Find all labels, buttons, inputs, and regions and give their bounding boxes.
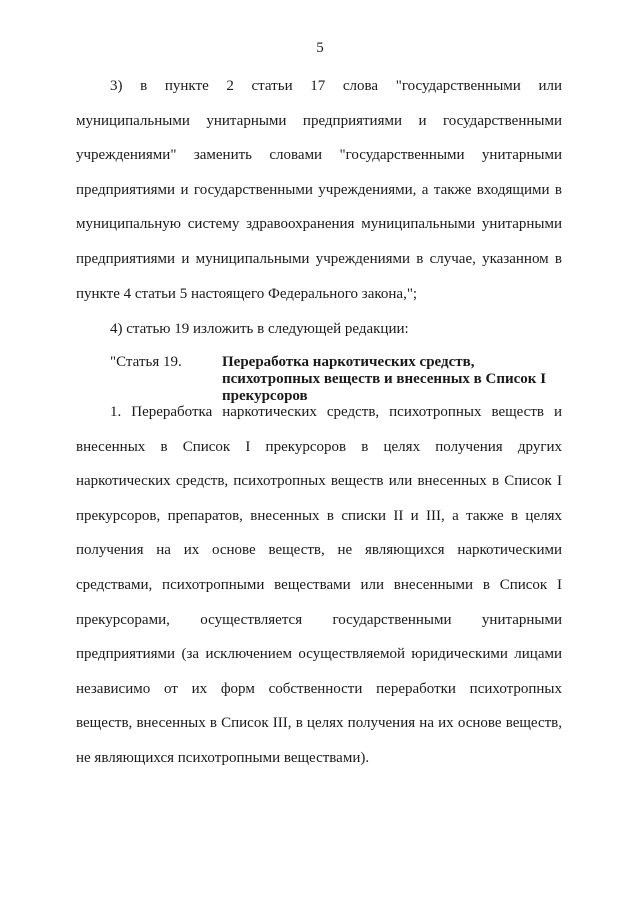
paragraph-item-4: 4) статью 19 изложить в следующей редакции: xyxy=(110,321,409,337)
paragraph-clause-1: 1. Переработка наркотических средств, психотропных веществ и внесенных в Список I прекурсоров в целях получения других наркотических средств, психотропных веществ или внесенных в Список I прекурсоров, препаратов, внесенных в списки II и III, а также в целях получения на их основе веществ, не являющихся наркотическими средствами, психотропными веществами или внесенными в Список I прекурсорами, осуществляется государственными унитарными предприятиями (за исключением осуществляемой юридическими лицами независимо от их форм собственности переработки психотропных веществ, внесенных в Список III, в целях получения на их основе веществ, не являющихся психотропными веществами). xyxy=(76,404,562,766)
article-title: Переработка наркотических средств, психотропных веществ и внесенных в Список I прекурсоров xyxy=(222,354,547,404)
paragraph-item-3: 3) в пункте 2 статьи 17 слова "государственными или муниципальными унитарными предприятиями и государственными учреждениями" заменить словами "государственными унитарными предприятиями и государственными учреждениями, а также входящими в муниципальную систему здравоохранения муниципальными унитарными предприятиями и муниципальными учреждениями в случае, указанном в пункте 4 статьи 5 настоящего Федерального закона,"; xyxy=(76,78,562,302)
article-label: "Статья 19. xyxy=(110,354,182,370)
page-number: 5 xyxy=(316,40,324,56)
